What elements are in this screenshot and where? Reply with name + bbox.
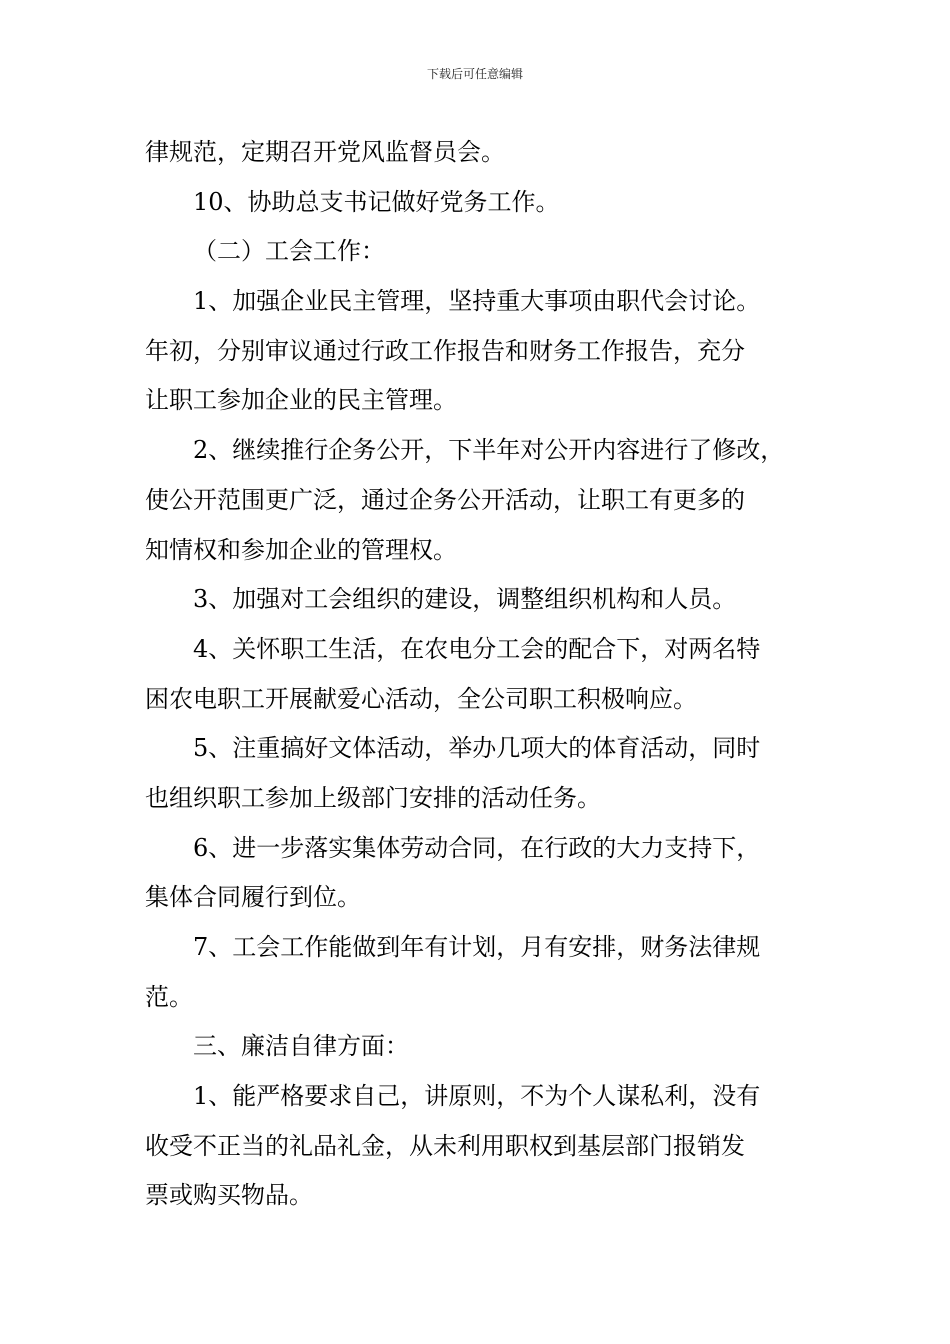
text-line: 6、进一步落实集体劳动合同，在行政的大力支持下，: [193, 833, 761, 862]
text-line: 10、协助总支书记做好党务工作。: [193, 187, 560, 216]
text-line: 4、关怀职工生活，在农电分工会的配合下，对两名特: [193, 634, 761, 663]
text-line: 年初，分别审议通过行政工作报告和财务工作报告，充分: [145, 336, 745, 365]
text-line: 2、继续推行企务公开，下半年对公开内容进行了修改，: [193, 436, 785, 465]
text-line: 3、加强对工会组织的建设，调整组织机构和人员。: [193, 585, 737, 614]
text-line: 也组织职工参加上级部门安排的活动任务。: [145, 783, 601, 812]
text-line: 票或购买物品。: [145, 1181, 313, 1210]
page-header-note: 下载后可任意编辑: [426, 67, 523, 81]
text-line: 1、加强企业民主管理，坚持重大事项由职代会讨论。: [193, 287, 761, 316]
text-line: 使公开范围更广泛，通过企务公开活动，让职工有更多的: [145, 485, 745, 514]
text-line: 5、注重搞好文体活动，举办几项大的体育活动，同时: [193, 734, 761, 763]
text-line: 1、能严格要求自己，讲原则，不为个人谋私利，没有: [193, 1082, 761, 1111]
text-line: 收受不正当的礼品礼金，从未利用职权到基层部门报销发: [145, 1131, 745, 1160]
text-line: 集体合同履行到位。: [145, 883, 361, 912]
text-line: 知情权和参加企业的管理权。: [145, 535, 457, 564]
text-line: 范。: [145, 982, 193, 1011]
text-line: 三、廉洁自律方面：: [193, 1032, 409, 1061]
text-line: （二）工会工作：: [193, 237, 385, 266]
text-line: 让职工参加企业的民主管理。: [145, 386, 457, 415]
text-line: 困农电职工开展献爱心活动，全公司职工积极响应。: [145, 684, 697, 713]
text-line: 律规范，定期召开党风监督员会。: [145, 138, 505, 166]
document-body: [145, 128, 810, 1221]
text-line: 7、工会工作能做到年有计划，月有安排，财务法律规: [193, 933, 761, 961]
